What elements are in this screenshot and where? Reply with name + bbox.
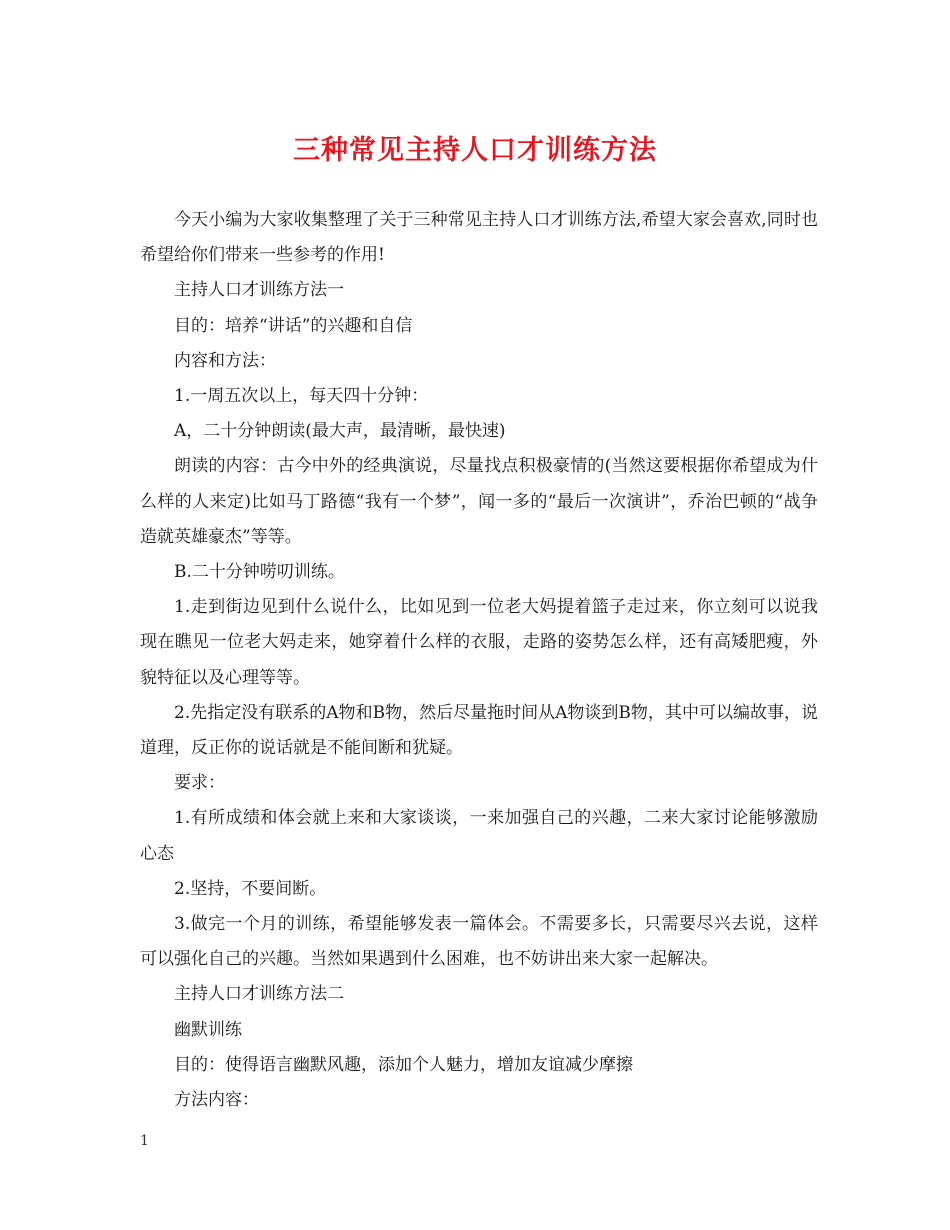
section-heading: 主持人口才训练方法二	[174, 984, 344, 1005]
paragraph: 方法内容：	[174, 1090, 259, 1111]
paragraph: 3.做完一个月的训练，希望能够发表一篇体会。不需要多长，只需要尽兴去说，这样可以强化自己的兴趣。当然如果遇到什么困难，也不妨讲出来大家一起解决。	[140, 914, 818, 970]
paragraph: B.二十分钟唠叨训练。	[174, 562, 345, 583]
paragraph: 1.走到街边见到什么说什么，比如见到一位老大妈提着篮子走过来，你立刻可以说我现在瞧见一位老大妈走来，她穿着什么样的衣服，走路的姿势怎么样，还有高矮肥瘦，外貌特征以及心理等等。	[140, 597, 818, 688]
paragraph: 要求：	[174, 773, 225, 794]
paragraph: 2.先指定没有联系的A物和B物，然后尽量拖时间从A物谈到B物，其中可以编故事，说道理，反正你的说话就是不能间断和犹疑。	[140, 702, 818, 759]
paragraph: 1.有所成绩和体会就上来和大家谈谈，一来加强自己的兴趣，二来大家讨论能够激励心态	[140, 808, 818, 864]
document-title: 三种常见主持人口才训练方法	[293, 135, 657, 166]
paragraph: 今天小编为大家收集整理了关于三种常见主持人口才训练方法,希望大家会喜欢,同时也希望给你们带来一些参考的作用!	[140, 210, 818, 266]
paragraph: 幽默训练	[174, 1019, 242, 1040]
paragraph: 内容和方法：	[174, 350, 276, 371]
section-heading: 主持人口才训练方法一	[174, 280, 344, 301]
paragraph: 目的：使得语言幽默风趣，添加个人魅力，增加友谊减少摩擦	[174, 1054, 633, 1075]
paragraph: 朗读的内容：古今中外的经典演说，尽量找点积极豪情的(当然这要根据你希望成为什么样的人来定)比如马丁路德“我有一个梦”，闻一多的“最后一次演讲”，乔治巴顿的“战争造就英雄豪杰”等等。	[140, 456, 818, 547]
document-body	[140, 203, 818, 1118]
page-number: 1	[140, 1133, 149, 1149]
paragraph: 2.坚持，不要间断。	[174, 878, 327, 899]
paragraph: 1.一周五次以上，每天四十分钟：	[174, 386, 429, 407]
paragraph: A，二十分钟朗读(最大声，最清晰，最快速)	[174, 421, 506, 442]
paragraph: 目的：培养“讲话”的兴趣和自信	[174, 315, 413, 336]
